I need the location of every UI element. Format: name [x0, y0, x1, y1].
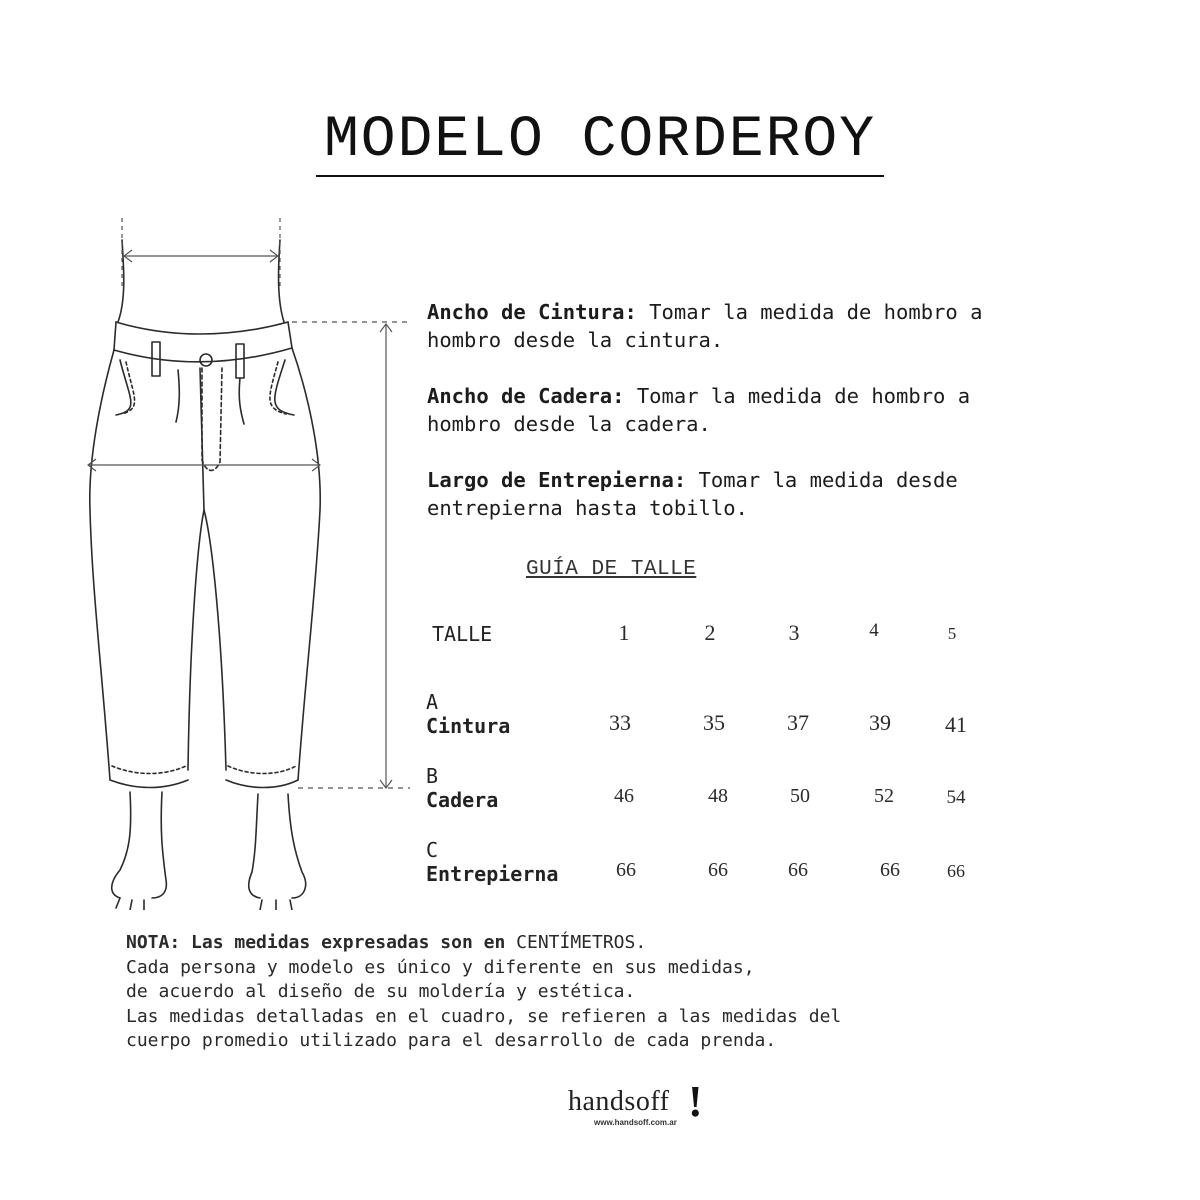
row-letter: A [426, 690, 439, 714]
description-label: Ancho de Cadera: [427, 384, 625, 408]
size-guide-title: GUÍA DE TALLE [526, 558, 697, 581]
description-text: hombro desde la cintura. [427, 328, 724, 352]
description-text: Tomar la medida desde [686, 468, 958, 492]
row-label-entrepierna [426, 838, 558, 886]
note-block [126, 931, 1026, 1054]
table-cell: 52 [874, 785, 894, 807]
row-name: Cintura [426, 714, 511, 738]
row-label-cintura [426, 690, 510, 738]
description-cintura [427, 298, 1147, 354]
note-prefix: NOTA: [126, 932, 181, 953]
size-header-4: 4 [869, 620, 879, 641]
table-cell: 66 [880, 859, 900, 881]
logo-exclamation-mark: ! [688, 1077, 703, 1126]
page-title [0, 108, 1200, 173]
title-text: MODELO CORDEROY [316, 108, 884, 177]
size-header-2: 2 [704, 620, 716, 645]
description-text: Tomar la medida de hombro a [636, 300, 983, 324]
description-entrepierna [427, 466, 1147, 522]
description-text: entrepierna hasta tobillo. [427, 496, 748, 520]
handsoff-logo [568, 1077, 708, 1130]
row-label-cadera [426, 764, 498, 812]
table-cell: 33 [609, 710, 631, 735]
table-cell: 46 [614, 785, 634, 807]
note-unit: CENTÍMETROS. [516, 932, 647, 953]
logo-word: handsoff [568, 1086, 670, 1117]
size-header-label: TALLE [432, 622, 493, 646]
table-cell: 37 [787, 710, 809, 735]
logo-url: www.handsoff.com.ar [594, 1118, 677, 1127]
note-line-2: Cada persona y modelo es único y diferente en sus medidas, [126, 956, 755, 978]
pants-illustration [80, 210, 420, 910]
table-cell: 66 [788, 859, 808, 881]
description-text: Tomar la medida de hombro a [624, 384, 971, 408]
table-cell: 35 [703, 710, 725, 735]
row-letter: C [426, 838, 439, 862]
description-text: hombro desde la cadera. [427, 412, 711, 436]
table-cell: 66 [616, 859, 636, 881]
note-line-1 [126, 931, 1026, 956]
size-header-1: 1 [618, 620, 630, 645]
note-line-5: cuerpo promedio utilizado para el desarrollo de cada prenda. [126, 1030, 777, 1051]
description-label: Largo de Entrepierna: [427, 468, 687, 492]
table-cell: 66 [947, 861, 965, 881]
table-cell: 54 [946, 787, 966, 808]
note-line-4: Las medidas detalladas en el cuadro, se refieren a las medidas del [126, 1005, 842, 1027]
table-cell: 39 [869, 710, 891, 735]
description-label: Ancho de Cintura: [427, 300, 637, 324]
description-cadera [427, 382, 1147, 438]
row-name: Entrepierna [426, 862, 559, 886]
table-cell: 50 [790, 785, 810, 807]
row-letter: B [426, 764, 439, 788]
size-header-5: 5 [947, 624, 957, 643]
table-cell: 66 [708, 859, 728, 881]
note-line-3: de acuerdo al diseño de su moldería y estética. [126, 981, 636, 1002]
table-cell: 41 [945, 712, 967, 737]
note-line1-text: Las medidas expresadas son en [180, 932, 517, 953]
row-name: Cadera [426, 788, 499, 812]
size-header-3: 3 [788, 620, 800, 645]
table-cell: 48 [708, 785, 728, 807]
